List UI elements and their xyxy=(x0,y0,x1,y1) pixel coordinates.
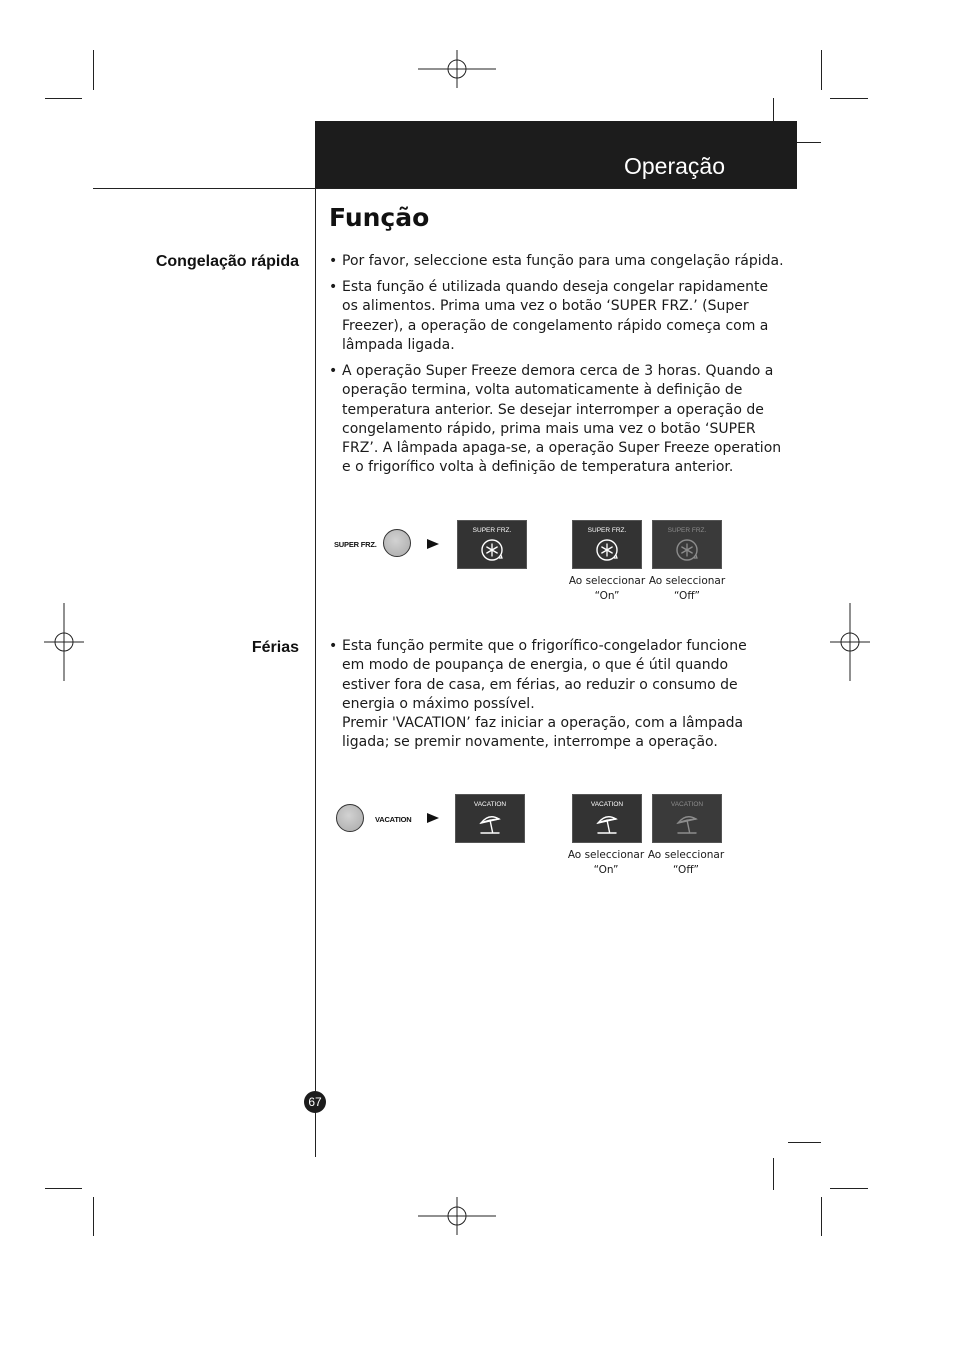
registration-mark-icon xyxy=(418,1197,496,1235)
list-item-text: • Esta função permite que o frigorífico-congelador funcione em modo de poupança de energia, o que é útil quando estiver fora de casa, em férias, ao reduzir o consumo de energia o máximo possível. xyxy=(342,638,747,712)
snowflake-icon xyxy=(594,537,620,563)
list-item-text: Premir 'VACATION’ faz iniciar a operação, com a lâmpada ligada; se premir novamente, interrompe a operação. xyxy=(342,715,744,751)
panel-label: SUPER FRZ. xyxy=(587,527,627,534)
registration-mark-icon xyxy=(418,50,496,88)
caption-off: Ao seleccionar “Off” xyxy=(648,575,726,602)
snowflake-icon xyxy=(674,537,700,563)
panel-label: SUPER FRZ. xyxy=(472,527,512,534)
section-label-vacation: Férias xyxy=(251,639,299,656)
vacation-button[interactable] xyxy=(336,804,364,832)
beach-umbrella-icon xyxy=(674,811,700,837)
panel-label: VACATION xyxy=(473,801,507,808)
super-frz-button[interactable] xyxy=(383,529,411,557)
panel-label: VACATION xyxy=(670,801,704,808)
beach-umbrella-icon xyxy=(477,811,503,837)
page-number: 67 xyxy=(304,1091,326,1113)
page-title: Função xyxy=(329,203,430,232)
snowflake-icon xyxy=(479,537,505,563)
super-frz-panel xyxy=(457,520,527,569)
header-rule xyxy=(93,188,797,189)
vacation-button-label: VACATION xyxy=(375,815,412,824)
list-item: • A operação Super Freeze demora cerca de 3 horas. Quando a operação termina, volta automaticamente à definição de temperatura anterior. Se desejar interromper a operação de congelamento rápido, prima mais uma vez o botão ‘SUPER FRZ’. A lâmpada apaga-se, a operação Super Freeze operation e o frigorífico volta à definição de temperatura anterior. xyxy=(329,362,791,478)
caption-on: Ao seleccionar “On” xyxy=(567,849,645,876)
arrow-right-icon xyxy=(427,813,439,823)
section-title: Operação xyxy=(623,153,725,179)
panel-label: SUPER FRZ. xyxy=(667,527,707,534)
super-frz-panel-on xyxy=(572,520,642,569)
vacation-panel xyxy=(455,794,525,843)
vacation-panel-off xyxy=(652,794,722,843)
caption-off: Ao seleccionar “Off” xyxy=(647,849,725,876)
registration-mark-icon xyxy=(830,603,870,681)
vacation-panel-on xyxy=(572,794,642,843)
list-item: • Esta função é utilizada quando deseja congelar rapidamente os alimentos. Prima uma vez o botão ‘SUPER FRZ.’ (Super Freezer), a operação de congelamento rápido começa com a lâmpada ligada. xyxy=(329,278,779,355)
arrow-right-icon xyxy=(427,539,439,549)
super-frz-button-label: SUPER FRZ. xyxy=(334,540,377,549)
list-item xyxy=(329,637,747,753)
beach-umbrella-icon xyxy=(594,811,620,837)
section-label-quick-freeze: Congelação rápida xyxy=(155,253,299,270)
section-header xyxy=(315,121,797,188)
column-divider xyxy=(315,121,316,1157)
registration-mark-icon xyxy=(44,603,84,681)
super-frz-panel-off xyxy=(652,520,722,569)
list-item: • Por favor, seleccione esta função para uma congelação rápida. xyxy=(329,252,789,271)
panel-label: VACATION xyxy=(590,801,624,808)
caption-on: Ao seleccionar “On” xyxy=(568,575,646,602)
